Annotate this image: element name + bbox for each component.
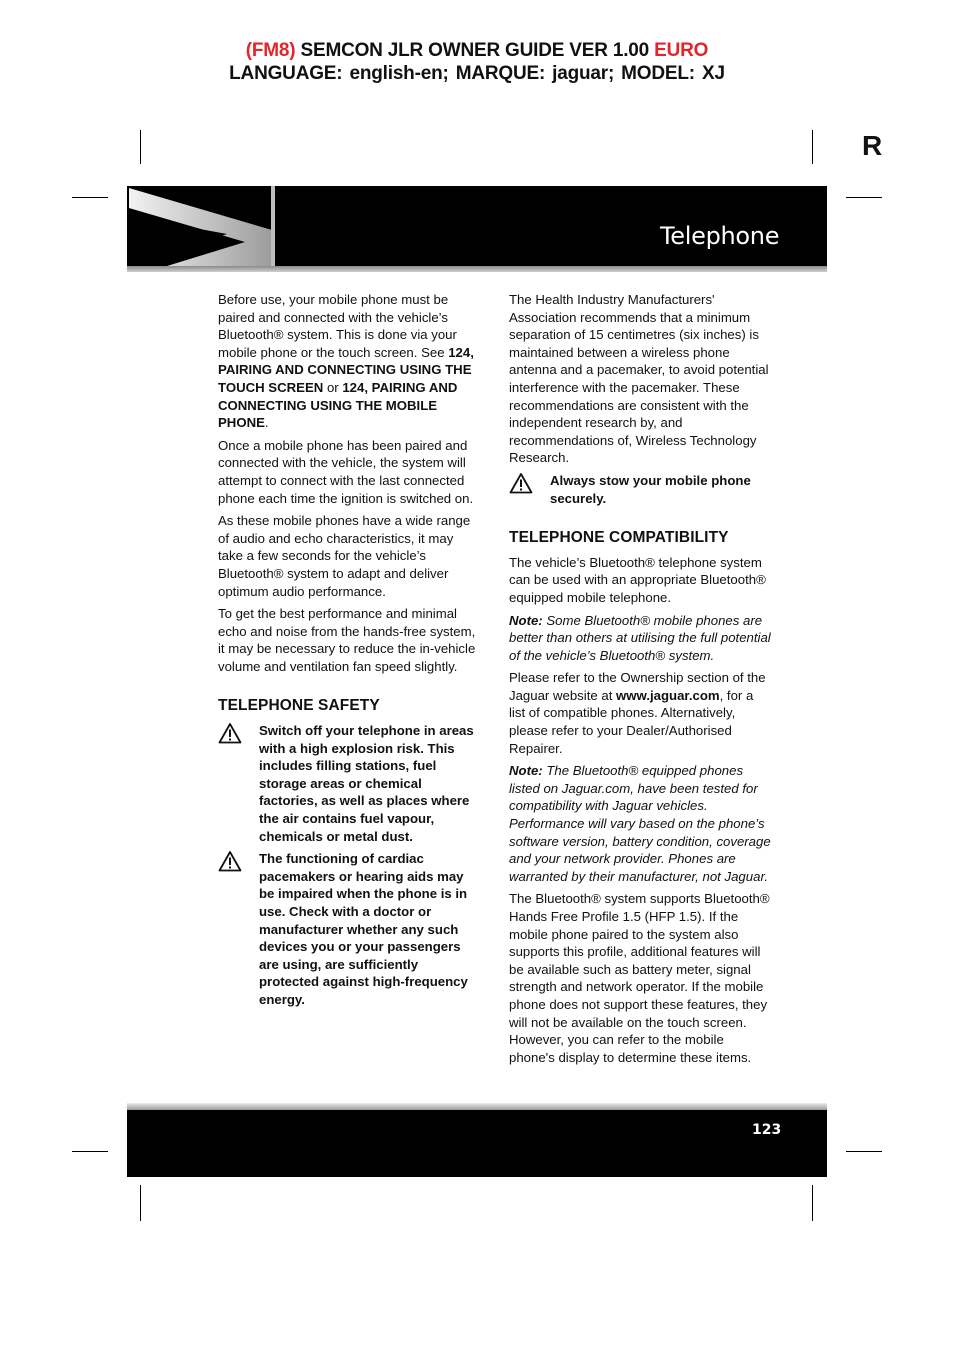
paragraph: The Bluetooth® system supports Bluetooth® Hands Free Profile 1.5 (HFP 1.5). If the mobile phone paired to the system also supports this profile, additional features will be available such as battery meter, signal strength and network operator. If the mobile phone does not support these features, they will not be available on the touch screen. However, you can refer to the mobile phone's display to determine these items. [509,891,770,1065]
registration-letter: R [862,130,883,161]
document-header-line1 [0,40,954,62]
note-text: Some Bluetooth® mobile phones are better than others at utilising the full potential of the vehicle’s Bluetooth® system. [509,612,771,663]
warning-text: The functioning of cardiac pacemakers or hearing aids may be impaired when the phone is in use. Check with a doctor or manufacturer whether any such devices you or your passengers are using, are sufficiently protected against high-frequency energy. [259,851,468,1007]
header-suffix: EURO [654,40,709,61]
note-paragraph [509,612,771,665]
note-label: Note: [509,612,543,628]
chevron-arrow-icon [127,186,277,272]
paragraph: The vehicle’s Bluetooth® telephone system can be used with an appropriate Bluetooth® equipped mobile telephone. [509,554,766,605]
section-title: Telephone [660,222,780,250]
crop-mark [72,1151,108,1152]
header-prefix: (FM8) [245,40,296,61]
warning-block [509,472,771,507]
crop-mark [846,1151,882,1152]
warning-text: Switch off your telephone in areas with a high explosion risk. This includes filling stations, fuel storage areas or chemical factories, as well as places where the air contains fuel vapour, chemicals or metal dust. [259,723,474,844]
warning-triangle-icon [509,472,533,494]
warning-triangle-icon [218,850,242,872]
website-link: www.jaguar.com [616,687,720,703]
note-paragraph [509,762,771,885]
note-text: The Bluetooth® equipped phones listed on Jaguar.com, have been tested for compatibility with Jaguar vehicles. Performance will vary based on the phone’s software version, battery condition, coverage and your network provider. Phones are warranted by their manufacturer, not Jaguar. [509,763,771,884]
heading-telephone-safety: TELEPHONE SAFETY [218,697,380,715]
intro-paragraph [218,291,480,432]
crop-mark [812,1185,813,1221]
warning-text: Always stow your mobile phone securely. [550,472,751,506]
paragraph: The Health Industry Manufacturers' Association recommends that a minimum separation of 15 centimetres (six inches) is maintained between a wireless phone antenna and a pacemaker, to avoid potential interference with the pacemaker. These recommendations are consistent with the independent research by, and recommendations of, Wireless Technology Research. [509,292,769,466]
banner-underline [127,266,827,272]
crop-mark [140,1185,141,1221]
paragraph: To get the best performance and minimal echo and noise from the hands-free system, it may be necessary to reduce the in-vehicle volume and ventilation fan speed slightly. [218,606,476,674]
footer-gradient-bar [127,1103,827,1110]
warning-block [218,722,480,845]
text: Before use, your mobile phone must be paired and connected with the vehicle’s Bluetooth® system. This is done via your mobile phone or the touch screen. See [218,292,457,360]
paragraph: Once a mobile phone has been paired and connected with the vehicle, the system will attempt to connect with the last connected phone each time the ignition is switched on. [218,437,474,506]
text: or [323,379,343,395]
page-footer [127,1110,827,1177]
header-main: SEMCON JLR OWNER GUIDE VER 1.00 [295,40,655,61]
cross-reference: 124, PAIRING AND CONNECTING USING THE MOBILE PHONE [218,379,458,431]
crop-mark [812,130,813,164]
document-header-line2: LANGUAGE: english-en; MARQUE: jaguar; MODEL: XJ [229,63,725,84]
text: Please refer to the Ownership section of the Jaguar website at [509,670,766,703]
crop-mark [72,197,108,198]
text: , for a list of compatible phones. Alternatively, please refer to your Dealer/Authorised Repairer. [509,687,754,756]
right-column [509,291,771,1071]
left-column [218,291,480,1014]
warning-block [218,850,480,1008]
paragraph: As these mobile phones have a wide range of audio and echo characteristics, it may take a few seconds for the vehicle’s Bluetooth® system to adapt and deliver optimum audio performance. [218,513,471,599]
crop-mark [846,197,882,198]
note-label: Note: [509,763,543,779]
cross-reference: 124, PAIRING AND CONNECTING USING THE TOUCH SCREEN [218,344,474,395]
text: . [264,415,269,431]
crop-mark [140,130,141,164]
paragraph [509,669,771,757]
heading-telephone-compatibility: TELEPHONE COMPATIBILITY [509,529,729,547]
warning-triangle-icon [218,722,242,744]
page-number: 123 [752,1122,782,1138]
